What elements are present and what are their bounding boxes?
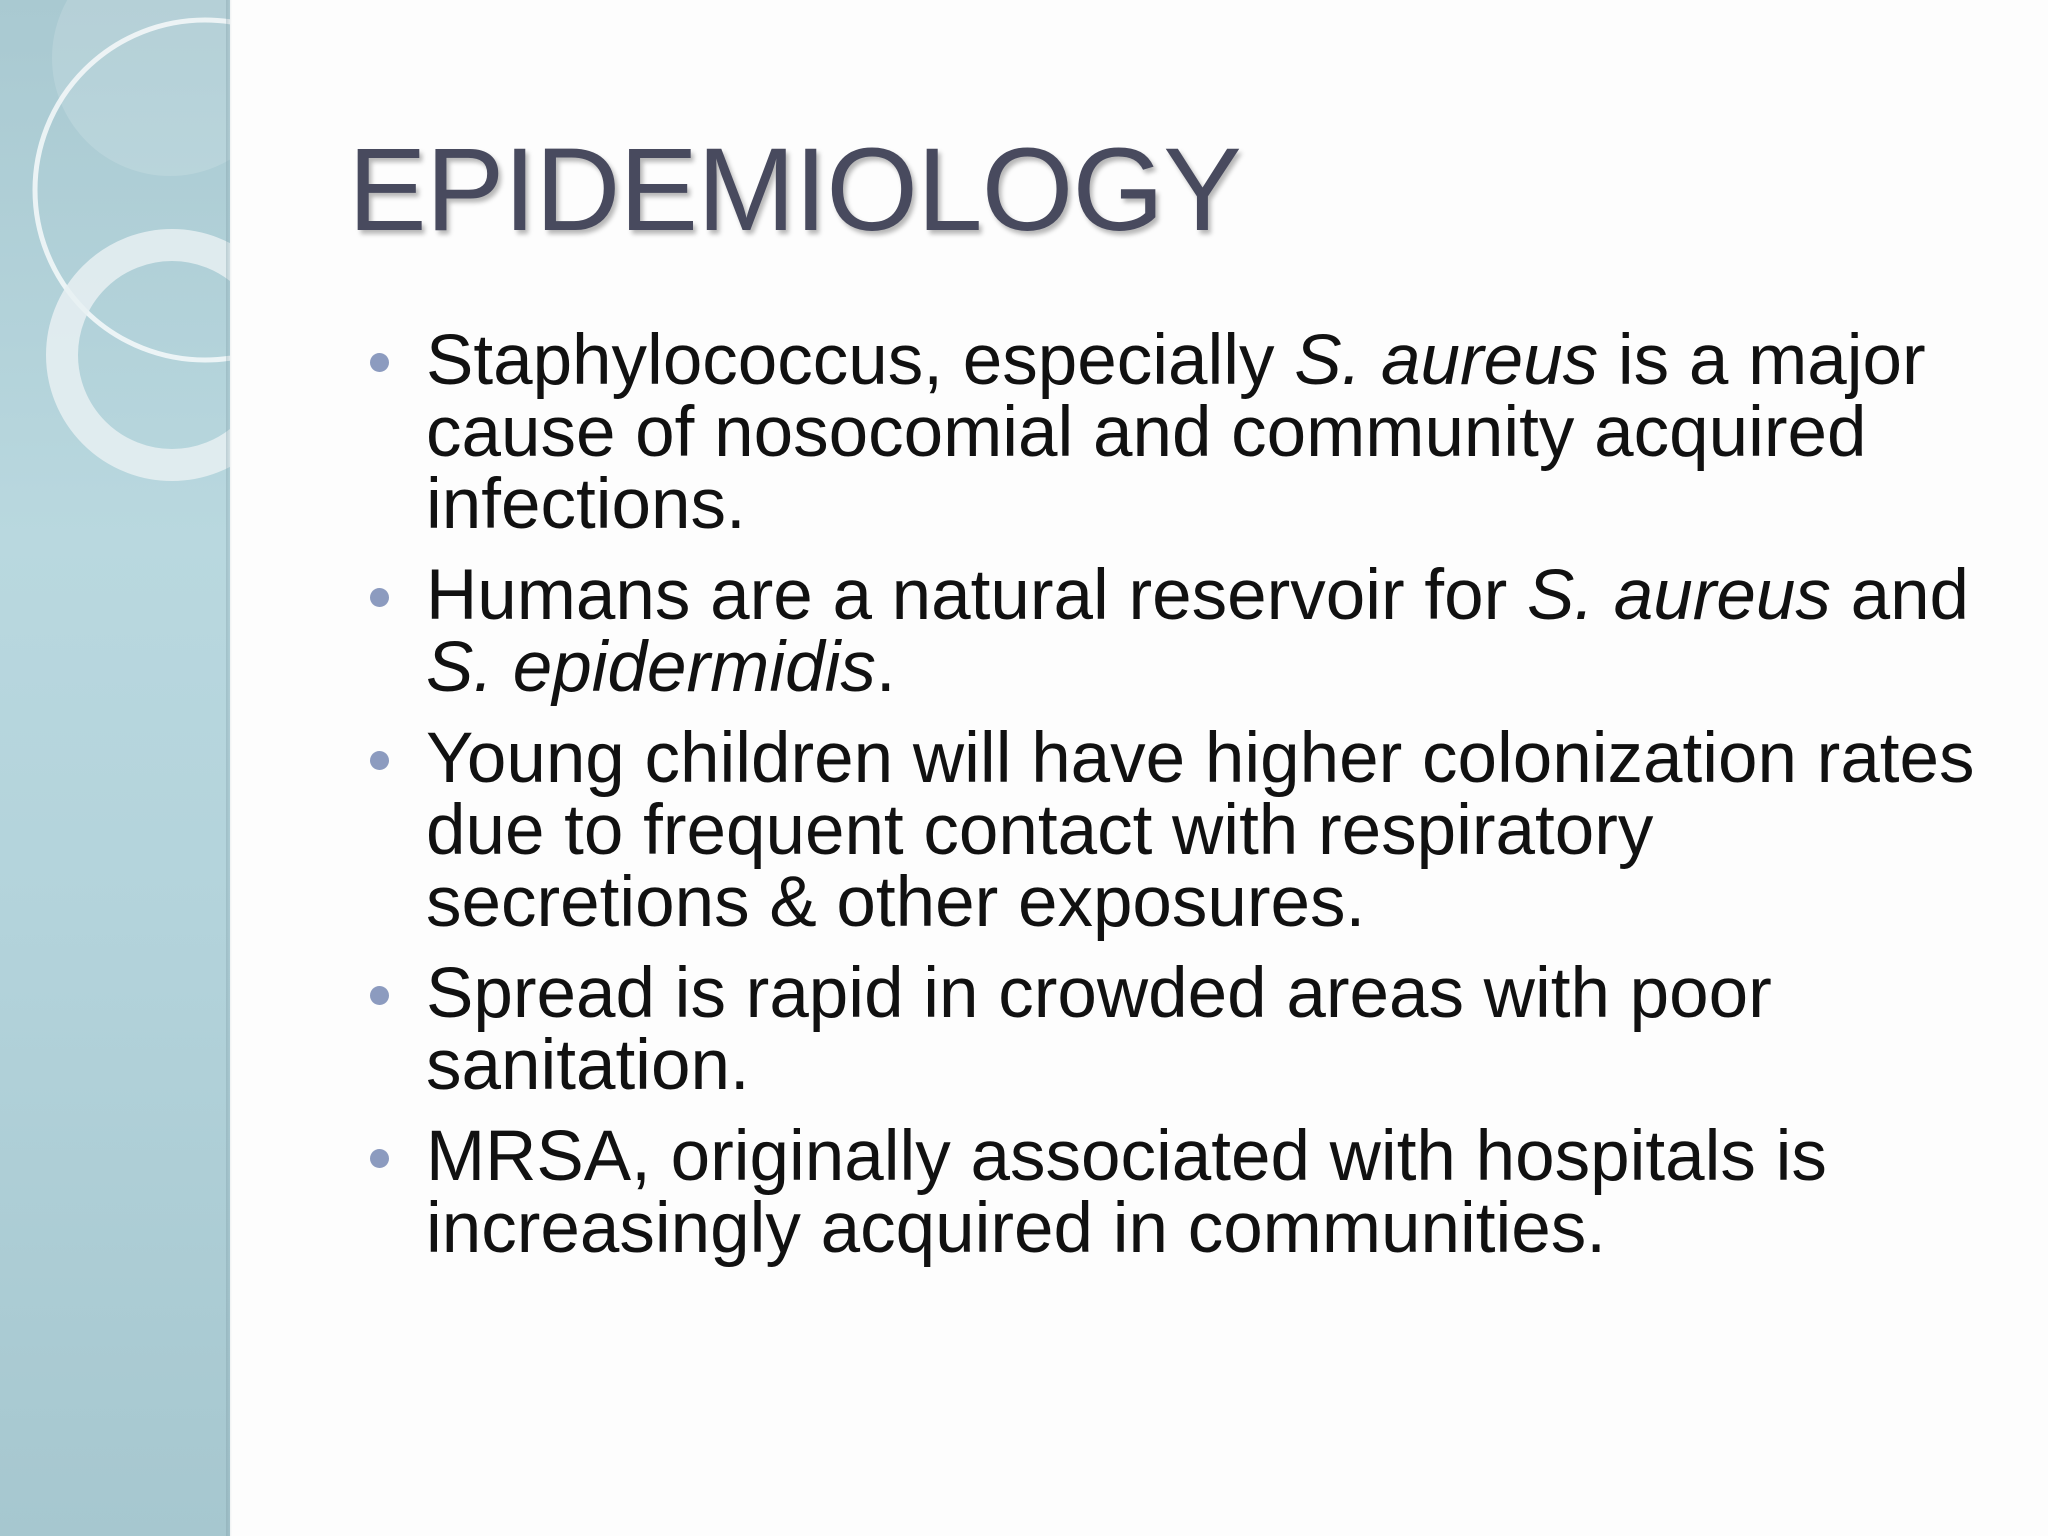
bullet-item-spread [368,954,1988,1105]
decorative-circles [0,0,230,520]
bullet-text: Spread is rapid in crowded areas with poor sanitation. [426,954,1772,1105]
bullet-item-staphylococcus [368,321,1988,544]
bullet-marker-icon [370,588,389,607]
bullet-text: Young children will have higher colonization rates due to frequent contact with respiratory secretions & other exposures. [426,719,1975,942]
bullet-item-children [368,719,1988,942]
decorative-side-band [0,0,230,1536]
bullet-text: and [1830,556,1970,635]
species-name: S. epidermidis [426,628,876,707]
bullet-item-mrsa [368,1117,1988,1268]
species-name: S. aureus [1526,556,1831,635]
side-band-edge [226,0,232,1536]
slide-title: EPIDEMIOLOGY [348,124,1241,256]
bullet-marker-icon [370,751,389,770]
bullet-marker-icon [370,1149,389,1168]
bullet-list [368,321,1988,1284]
species-name: S. aureus [1294,321,1599,400]
bullet-text: . [875,628,896,707]
bullet-marker-icon [370,353,389,372]
bullet-text: Staphylococcus, especially [426,321,1295,400]
bullet-marker-icon [370,986,389,1005]
bullet-item-reservoir [368,556,1988,707]
bullet-text: is a major cause of nosocomial and community acquired infections. [426,321,1926,544]
bullet-text: Humans are a natural reservoir for [426,556,1527,635]
bullet-text: MRSA, originally associated with hospitals is increasingly acquired in communities. [426,1117,1827,1268]
